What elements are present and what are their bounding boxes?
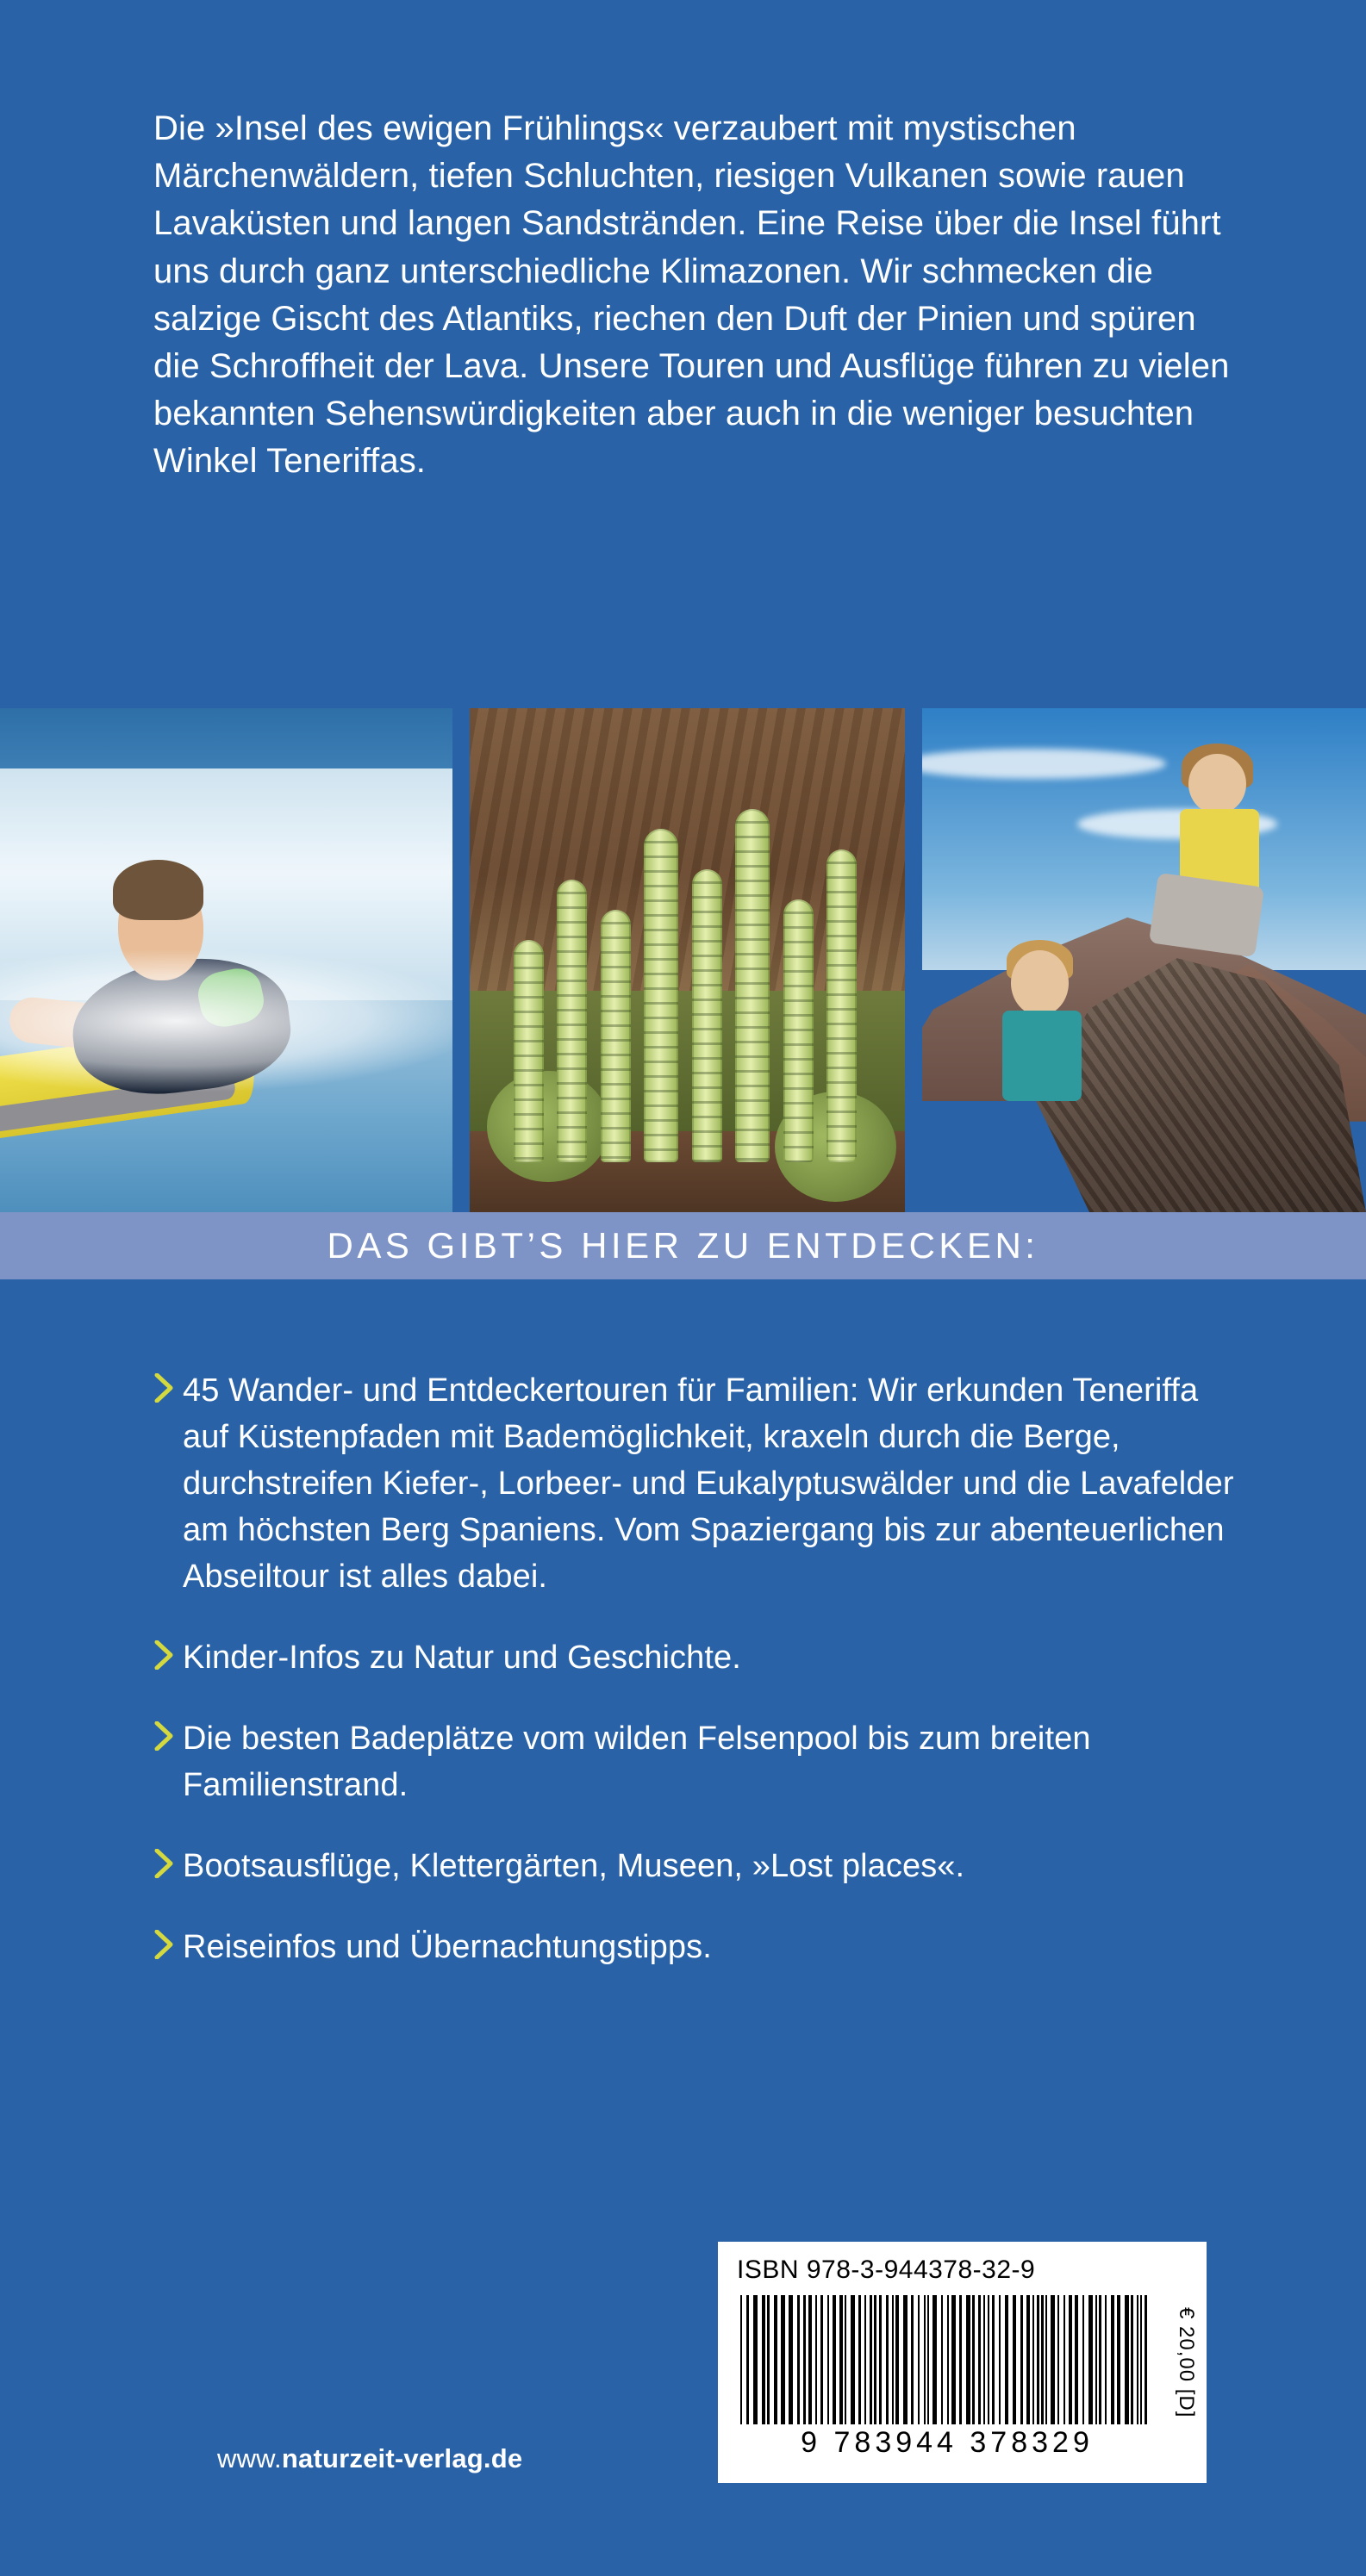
list-item: [153, 1844, 1248, 1890]
section-banner: [0, 1212, 1366, 1279]
photo2-stalk-3: [601, 910, 631, 1162]
barcode-digits: 9 783944 378329: [801, 2426, 1094, 2459]
photo3-child-bottom-shirt: [1002, 1011, 1082, 1101]
chevron-right-icon: [153, 1373, 183, 1403]
photo-bodyboarding-boy: [0, 708, 452, 1212]
photo3-child-top-head: [1188, 754, 1246, 814]
list-item-text: Die besten Badeplätze vom wilden Felsenpool bis zum breiten Familienstrand.: [183, 1720, 1091, 1803]
chevron-right-icon: [153, 1930, 183, 1959]
photo1-splash: [0, 950, 452, 1092]
blurb-paragraph: Die »Insel des ewigen Frühlings« verzaubert mit mystischen Märchenwäldern, tiefen Schluchten, riesigen Vulkanen sowie rauen Lavaküsten und langen Sandstränden. Eine Reise über die Insel führt uns durch ganz unterschiedliche Klimazonen. Wir schmecken die salzige Gischt des Atlantiks, riechen den Duft der Pinien und spüren die Schroffheit der Lava. Unsere Touren und Ausflüge führen zu vielen bekannten Sehenswürdigkeiten aber auch in die weniger besuchten Winkel Teneriffas.: [153, 109, 1230, 481]
barcode-bars: [740, 2295, 1154, 2424]
publisher-website[interactable]: [217, 2443, 522, 2474]
barcode-block: [718, 2242, 1207, 2483]
photo2-stalk-8: [826, 849, 857, 1162]
photo-strip: [0, 708, 1366, 1212]
website-name: naturzeit-verlag.de: [281, 2443, 523, 2473]
list-item-text: 45 Wander- und Entdeckertouren für Familien: Wir erkunden Teneriffa auf Küstenpfaden mit Bademöglichkeit, kraxeln durch die Berge, durchstreifen Kiefer-, Lorbeer- und Eukalyptuswälder und die Lavafelder am höchsten Berg Spaniens. Vom Spaziergang bis zur abenteuerlichen Abseiltour ist alles dabei.: [183, 1372, 1234, 1595]
list-item: [153, 1368, 1248, 1601]
chevron-right-icon: [153, 1849, 183, 1878]
photo2-stalk-1: [514, 940, 544, 1161]
list-item-text: Kinder-Infos zu Natur und Geschichte.: [183, 1639, 741, 1676]
photo2-stalk-6: [735, 809, 770, 1162]
list-item-text: Bootsausflüge, Klettergärten, Museen, »Lost places«.: [183, 1847, 965, 1884]
chevron-right-icon: [153, 1640, 183, 1670]
banner-title: DAS GIBT’S HIER ZU ENTDECKEN:: [327, 1225, 1039, 1266]
list-item: [153, 1716, 1248, 1809]
photo2-stalk-2: [557, 880, 587, 1162]
price-label: € 20,00 [D]: [1175, 2307, 1198, 2418]
photo3-child-top-legs: [1149, 873, 1264, 957]
list-item: [153, 1635, 1248, 1682]
photo2-stalk-7: [783, 899, 814, 1161]
photo2-stalk-4: [644, 829, 678, 1161]
photo-kids-on-rock: [922, 708, 1366, 1212]
photo2-bush-left: [487, 1071, 608, 1182]
list-item-text: Reiseinfos und Übernachtungstipps.: [183, 1928, 712, 1965]
photo3-child-bottom-head: [1011, 950, 1069, 1016]
feature-list: [153, 1368, 1248, 2006]
photo-cactus: [470, 708, 905, 1212]
website-prefix: www.: [217, 2443, 282, 2473]
isbn-label: ISBN 978-3-944378-32-9: [737, 2256, 1036, 2284]
chevron-right-icon: [153, 1721, 183, 1751]
photo2-stalk-5: [692, 869, 722, 1161]
photo1-hair: [113, 860, 203, 920]
list-item: [153, 1925, 1248, 1971]
